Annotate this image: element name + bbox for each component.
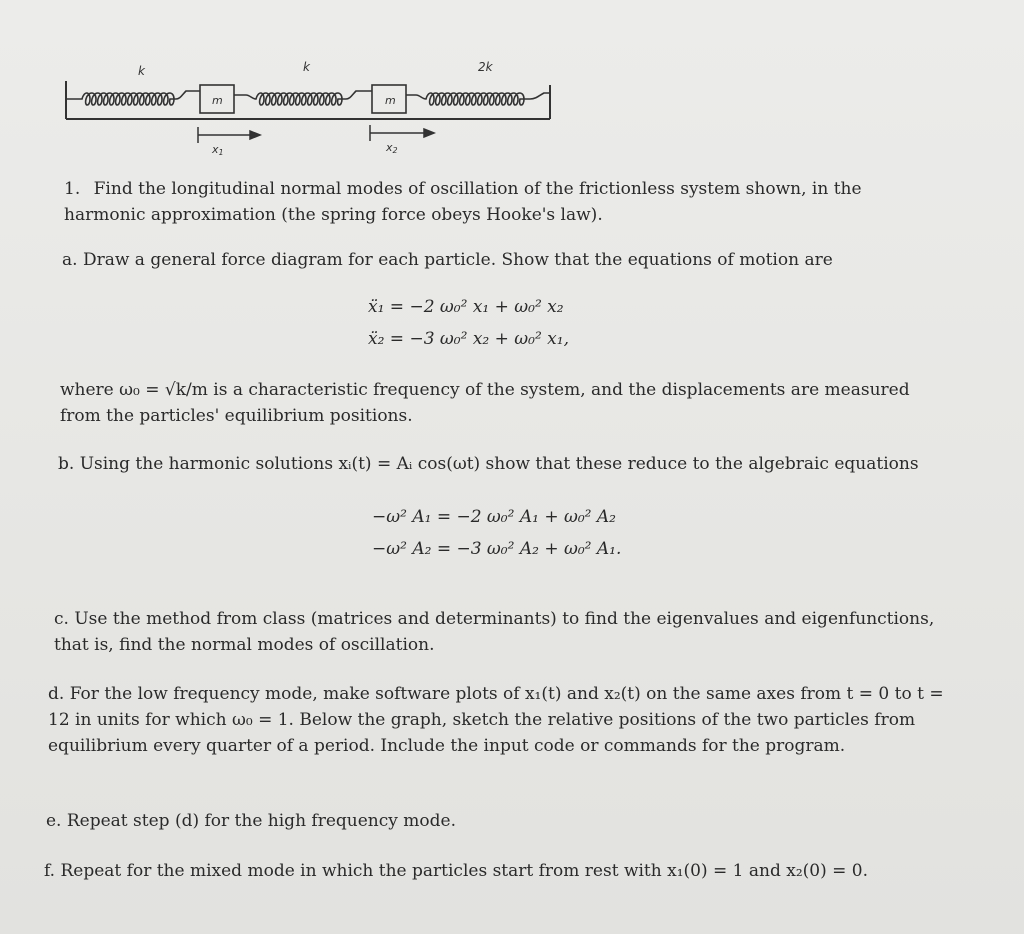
- equation-b2: −ω² A₂ = −3 ω₀² A₂ + ω₀² A₁.: [372, 539, 622, 559]
- mass-2-label: m: [385, 94, 396, 107]
- displacement-arrow-1: [198, 127, 260, 143]
- part-b-text: b. Using the harmonic solutions xᵢ(t) = Aᵢ cos(ωt) show that these reduce to the algebraic equations: [58, 454, 919, 474]
- spring-1: [66, 91, 200, 105]
- spring-mass-svg: [60, 55, 580, 155]
- spring-3-label: 2k: [478, 60, 493, 74]
- disp-2-label: x2: [386, 141, 398, 155]
- spring-mass-diagram: [60, 55, 580, 155]
- equation-b1: −ω² A₁ = −2 ω₀² A₁ + ω₀² A₂: [372, 507, 616, 527]
- part-c-text: c. Use the method from class (matrices and determinants) to find the eigenvalues and eigenfunctions, that is, find the normal modes of oscillation.: [54, 609, 935, 655]
- disp-1-label: x1: [212, 143, 224, 155]
- spring-1-label: k: [138, 64, 145, 78]
- part-d-text: d. For the low frequency mode, make software plots of x₁(t) and x₂(t) on the same axes from t = 0 to t = 12 in units for which ω₀ = 1. Below the graph, sketch the relative positions of the two particles from equilibrium every quarter of a period. Include the input code or commands for the program.: [48, 684, 944, 756]
- equation-a1: ẍ₁ = −2 ω₀² x₁ + ω₀² x₂: [368, 297, 564, 317]
- mass-1-label: m: [212, 94, 223, 107]
- problem-number: 1.: [64, 179, 81, 199]
- part-e-text: e. Repeat step (d) for the high frequency mode.: [46, 811, 456, 831]
- spring-3: [406, 93, 550, 105]
- part-a-text: a. Draw a general force diagram for each particle. Show that the equations of motion are: [62, 250, 833, 270]
- problem-intro: [64, 176, 944, 228]
- part-f-text: f. Repeat for the mixed mode in which the particles start from rest with x₁(0) = 1 and x₂(0) = 0.: [44, 861, 868, 881]
- displacement-arrow-2: [370, 125, 434, 141]
- equation-a2: ẍ₂ = −3 ω₀² x₂ + ω₀² x₁,: [368, 329, 569, 349]
- spring-2: [234, 91, 372, 105]
- where-text: where ω₀ = √k/m is a characteristic frequency of the system, and the displacements are measured from the particles' equilibrium positions.: [60, 380, 910, 426]
- spring-2-label: k: [303, 60, 310, 74]
- problem-intro-text: Find the longitudinal normal modes of oscillation of the frictionless system shown, in the harmonic approximation (the spring force obeys Hooke's law).: [64, 179, 862, 225]
